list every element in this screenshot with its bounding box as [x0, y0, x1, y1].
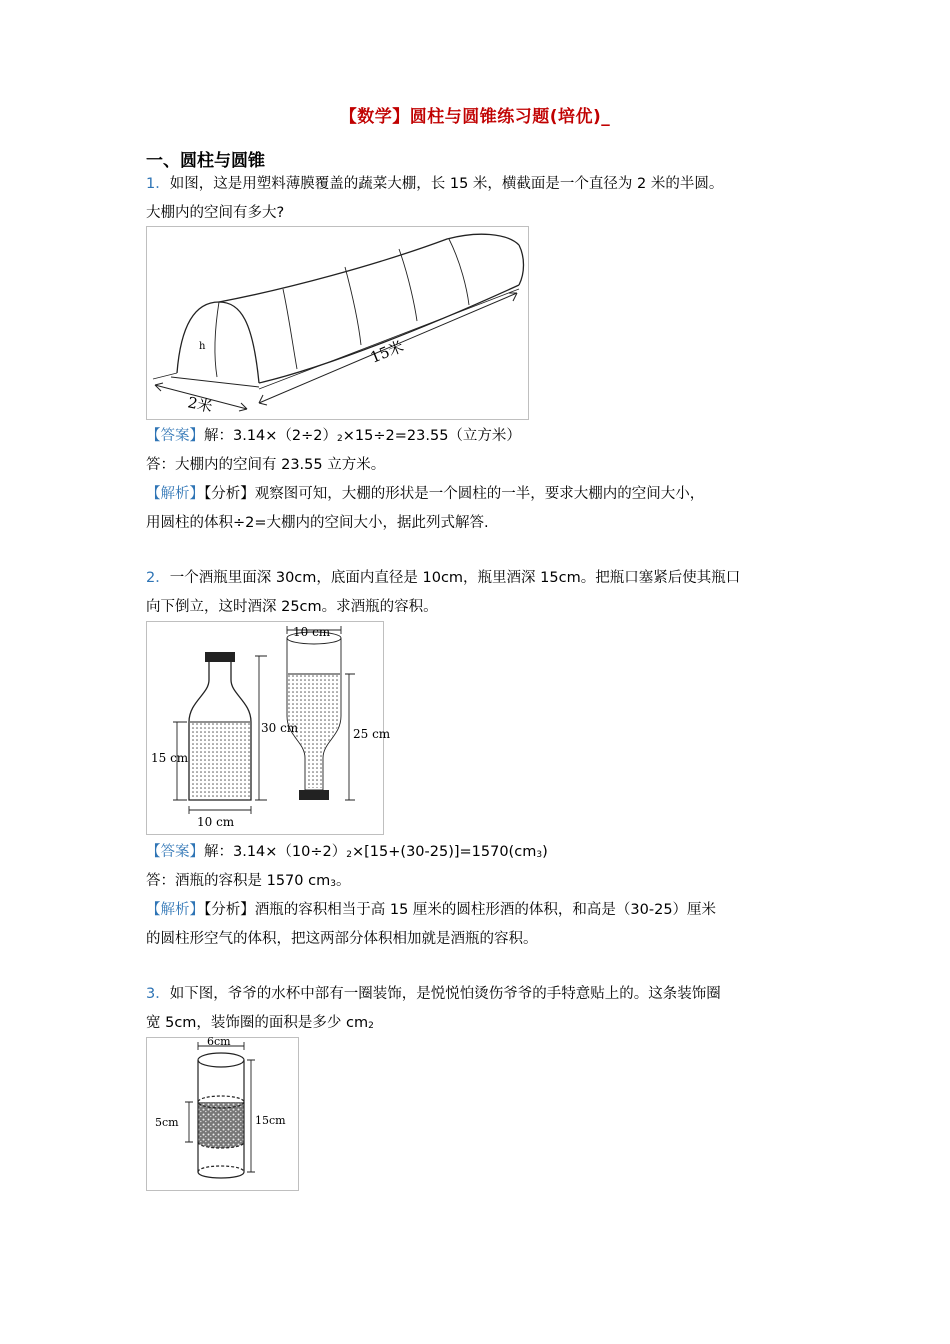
- length-label: 15米: [367, 337, 407, 367]
- bottle-illustration: [147, 622, 391, 834]
- inverted-height-label: 25 cm: [353, 727, 391, 741]
- question-2-answer: 【答案】解：$3.14\times(10\div 2)^2\times[15+(30-25)]=1570(cm^3)$ 答：酒瓶的容积是 1570 $cm^3$。 【解析】【分析】酒瓶的容积相当于高 15 厘米的圆柱形酒的体积，和高是（30-25）厘米 的圆柱形空气的体积，把这两部分体积相加就是酒瓶的容积。: [146, 844, 717, 947]
- section-heading: 一、圆柱与圆锥: [146, 151, 265, 171]
- greenhouse-illustration: [147, 227, 528, 419]
- question-2-text: 2．一个酒瓶里面深 30cm，底面内直径是 10cm，瓶里酒深 15cm。把瓶口塞紧后使其瓶口 向下倒立，这时酒深 25cm。求酒瓶的容积。: [146, 570, 741, 615]
- question-number: 1．: [146, 176, 170, 192]
- top-diameter-label: 10 cm: [293, 625, 331, 639]
- question-3-text: 3．如下图，爷爷的水杯中部有一圈装饰，是悦悦怕烫伤爷爷的手特意贴上的。这条装饰圈 宽 5cm，装饰圈的面积是多少 $cm^2$: [146, 986, 721, 1031]
- cup-figure: [146, 1037, 299, 1191]
- front-mark: h: [199, 341, 206, 352]
- question-number: 3．: [146, 986, 170, 1002]
- cup-illustration: [147, 1035, 298, 1190]
- question-1-answer: 【答案】解：$3.14\times(2\div 2)^2\times 15\div 2=23.55$（立方米） 答：大棚内的空间有 23.55 立方米。 【解析】【分析】观察图可知，大棚的形状是一个圆柱的一半，要求大棚内的空间大小， 用圆柱的体积÷2=大棚内的空间大小，据此列式解答.: [146, 428, 705, 531]
- band-width-label: 5cm: [155, 1116, 179, 1129]
- wine-height-label: 15 cm: [151, 751, 189, 765]
- question-number: 2．: [146, 570, 170, 586]
- cup-height-label: 15cm: [255, 1114, 286, 1127]
- width-label: 2米: [186, 393, 214, 417]
- page-title: 【数学】圆柱与圆锥练习题(培优)_: [339, 107, 611, 127]
- total-height-label: 30 cm: [261, 721, 299, 735]
- bottle-figure: [146, 621, 391, 835]
- question-1-text: 1．如图，这是用塑料薄膜覆盖的蔬菜大棚，长 15 米，横截面是一个直径为 2 米的半圆。 大棚内的空间有多大?: [146, 176, 724, 221]
- diameter-label: 6cm: [207, 1035, 231, 1048]
- greenhouse-figure: [146, 226, 529, 420]
- bottom-diameter-label: 10 cm: [197, 815, 235, 829]
